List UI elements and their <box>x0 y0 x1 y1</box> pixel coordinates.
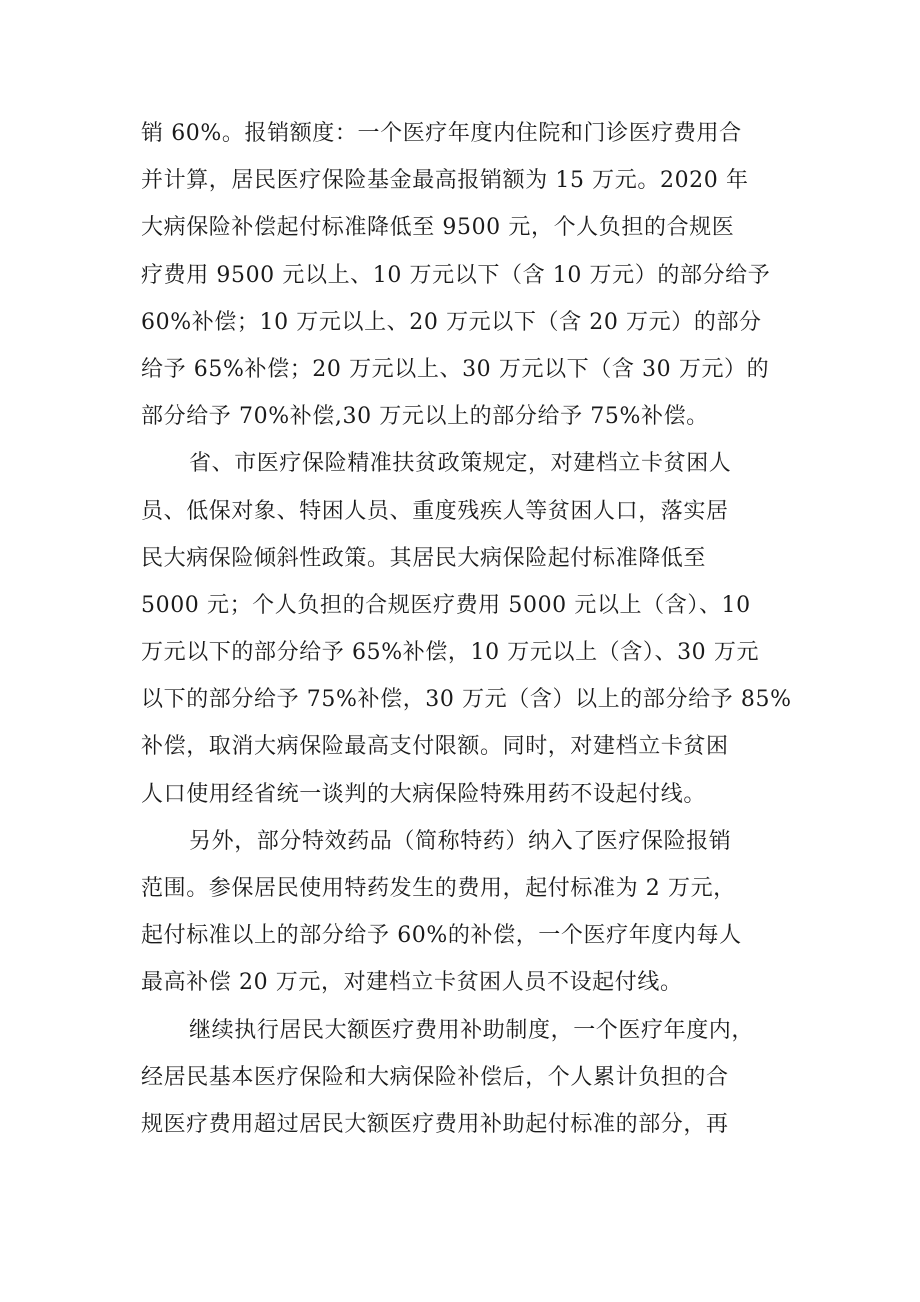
text-line: 并计算，居民医疗保险基金最高报销额为 15 万元。2020 年 <box>141 168 749 194</box>
text-line: 以下的部分给予 75%补偿，30 万元（含）以上的部分给予 85% <box>141 687 792 713</box>
paragraph-4 <box>141 1007 781 1149</box>
paragraph-1 <box>141 110 781 440</box>
text-line: 最高补偿 20 万元，对建档立卡贫困人员不设起付线。 <box>141 970 683 996</box>
text-line: 民大病保险倾斜性政策。其居民大病保险起付标准降低至 <box>141 545 707 571</box>
text-line: 规医疗费用超过居民大额医疗费用补助起付标准的部分，再 <box>141 1111 729 1137</box>
text-line: 疗费用 9500 元以上、10 万元以下（含 10 万元）的部分给予 <box>141 262 771 288</box>
text-line: 给予 65%补偿；20 万元以上、30 万元以下（含 30 万元）的 <box>141 356 770 382</box>
text-line: 起付标准以上的部分给予 60%的补偿，一个医疗年度内每人 <box>141 923 742 949</box>
text-line: 另外，部分特效药品（简称特药）纳入了医疗保险报销 <box>189 828 732 854</box>
paragraph-3 <box>141 818 781 1007</box>
text-line: 60%补偿；10 万元以上、20 万元以下（含 20 万元）的部分 <box>141 309 762 335</box>
text-line: 员、低保对象、特困人员、重度残疾人等贫困人口，落实居 <box>141 498 729 524</box>
text-line: 继续执行居民大额医疗费用补助制度，一个医疗年度内， <box>189 1017 755 1043</box>
text-line: 人口使用经省统一谈判的大病保险特殊用药不设起付线。 <box>141 781 707 807</box>
paragraph-2 <box>141 440 792 818</box>
text-line: 5000 元；个人负担的合规医疗费用 5000 元以上（含）、10 <box>141 592 751 618</box>
text-line: 经居民基本医疗保险和大病保险补偿后，个人累计负担的合 <box>141 1064 729 1090</box>
text-line: 范围。参保居民使用特药发生的费用，起付标准为 2 万元， <box>141 876 736 901</box>
text-line: 万元以下的部分给予 65%补偿，10 万元以上（含）、30 万元 <box>141 640 760 666</box>
text-line: 省、市医疗保险精准扶贫政策规定，对建档立卡贫困人 <box>189 451 732 477</box>
text-line: 销 60%。报销额度：一个医疗年度内住院和门诊医疗费用合 <box>141 121 742 146</box>
text-line: 部分给予 70%补偿,30 万元以上的部分给予 75%补偿。 <box>141 404 709 430</box>
text-line: 大病保险补偿起付标准降低至 9500 元，个人负担的合规医 <box>141 215 735 241</box>
text-line: 补偿，取消大病保险最高支付限额。同时，对建档立卡贫困 <box>141 734 729 760</box>
document-body <box>141 110 792 1148</box>
